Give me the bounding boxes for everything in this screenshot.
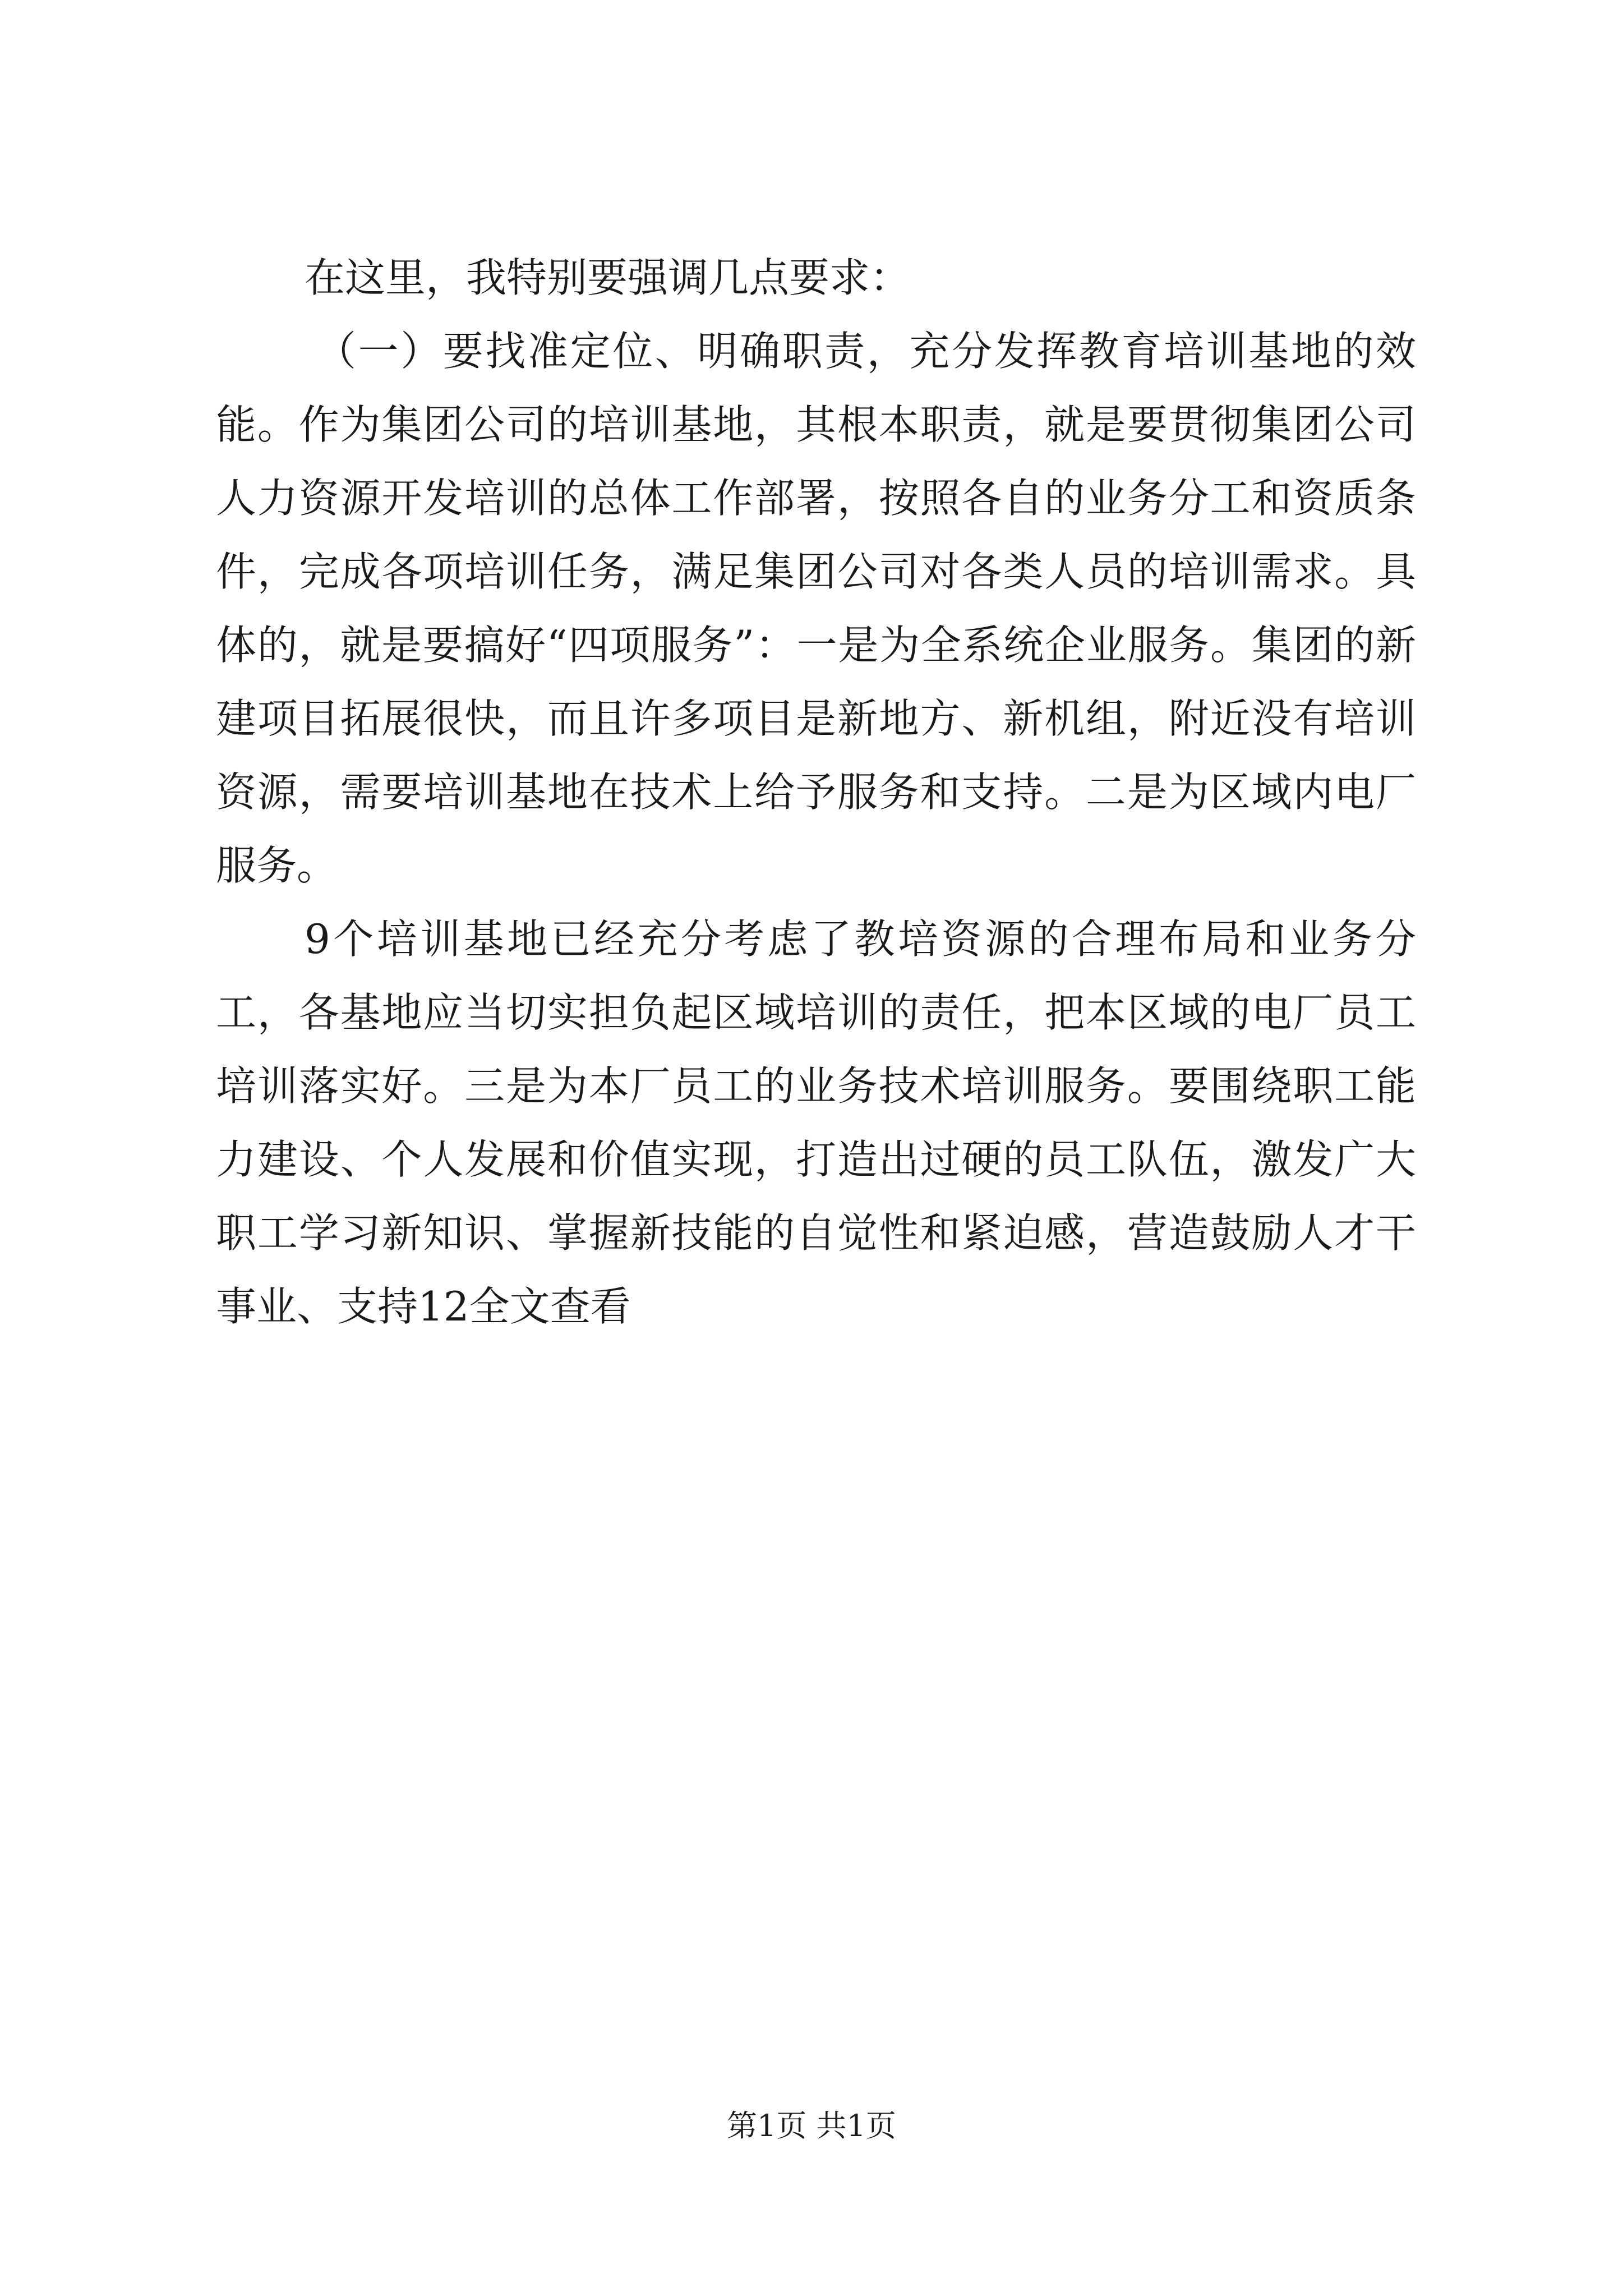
- document-body: [216, 241, 1416, 1343]
- paragraph-intro: 在这里，我特别要强调几点要求：: [305, 254, 911, 301]
- page-footer: 第1页 共1页: [727, 2108, 896, 2143]
- paragraph-requirement-one: （一）要找准定位、明确职责，充分发挥教育培训基地的效能。作为集团公司的培训基地，其根本职责，就是要贯彻集团公司人力资源开发培训的总体工作部署，按照各自的业务分工和资质条件，完成各项培训任务，满足集团公司对各类人员的培训需求。具体的，就是要搞好“四项服务”：一是为全系统企业服务。集团的新建项目拓展很快，而且许多项目是新地方、新机组，附近没有培训资源，需要培训基地在技术上给予服务和支持。二是为区域内电厂服务。: [216, 328, 1416, 889]
- paragraph-training-bases: 9个培训基地已经充分考虑了教培资源的合理布局和业务分工，各基地应当切实担负起区域培训的责任，把本区域的电厂员工培训落实好。三是为本厂员工的业务技术培训服务。要围绕职工能力建设、个人发展和价值实现，打造出过硬的员工队伍，激发广大职工学习新知识、掌握新技能的自觉性和紧迫感，营造鼓励人才干事业、支持12全文查看: [216, 915, 1416, 1330]
